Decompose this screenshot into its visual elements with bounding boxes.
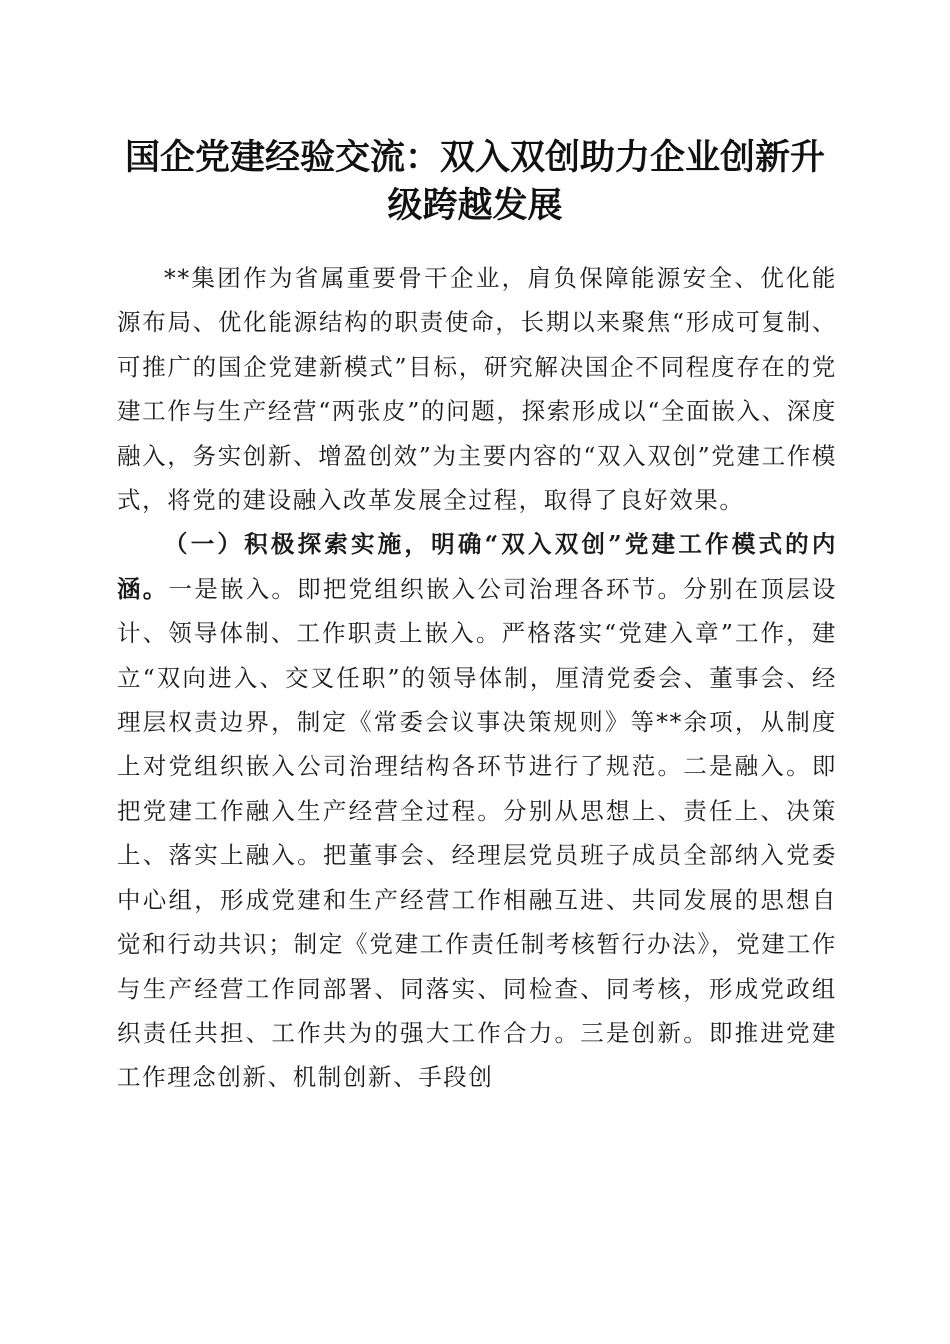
paragraph-section-1-text: 一是嵌入。即把党组织嵌入公司治理各环节。分别在顶层设计、领导体制、工作职责上嵌入。严格落实“党建入章”工作，建立“双向进入、交叉任职”的领导体制，厘清党委会、董事会、经理层权责边界，制定《常委会议事决策规则》等**余项，从制度上对党组织嵌入公司治理结构各环节进行了规范。二是融入。即把党建工作融入生产经营全过程。分别从思想上、责任上、决策上、落实上融入。把董事会、经理层党员班子成员全部纳入党委中心组，形成党建和生产经营工作相融互进、共同发展的思想自觉和行动共识；制定《党建工作责任制考核暂行办法》，党建工作与生产经营工作同部署、同落实、同检查、同考核，形成党政组织责任共担、工作共为的强大工作合力。三是创新。即推进党建工作理念创新、机制创新、手段创 [117, 574, 837, 1092]
document-body [117, 256, 837, 1100]
paragraph-section-1 [117, 522, 837, 1099]
section-heading: （一）积极探索实施，明确“双入双创”党建工作模式的内涵。 [117, 530, 837, 603]
paragraph-intro [117, 256, 837, 522]
document-title: 国企党建经验交流：双入双创助力企业创新升级跨越发展 [124, 138, 825, 226]
paragraph-intro-text: **集团作为省属重要骨干企业，肩负保障能源安全、优化能源布局、优化能源结构的职责使命，长期以来聚焦“形成可复制、可推广的国企党建新模式”目标，研究解决国企不同程度存在的党建工作与生产经营“两张皮”的问题，探索形成以“全面嵌入、深度融入，务实创新、增盈创效”为主要内容的“双入双创”党建工作模式，将党的建设融入改革发展全过程，取得了良好效果。 [117, 264, 837, 515]
